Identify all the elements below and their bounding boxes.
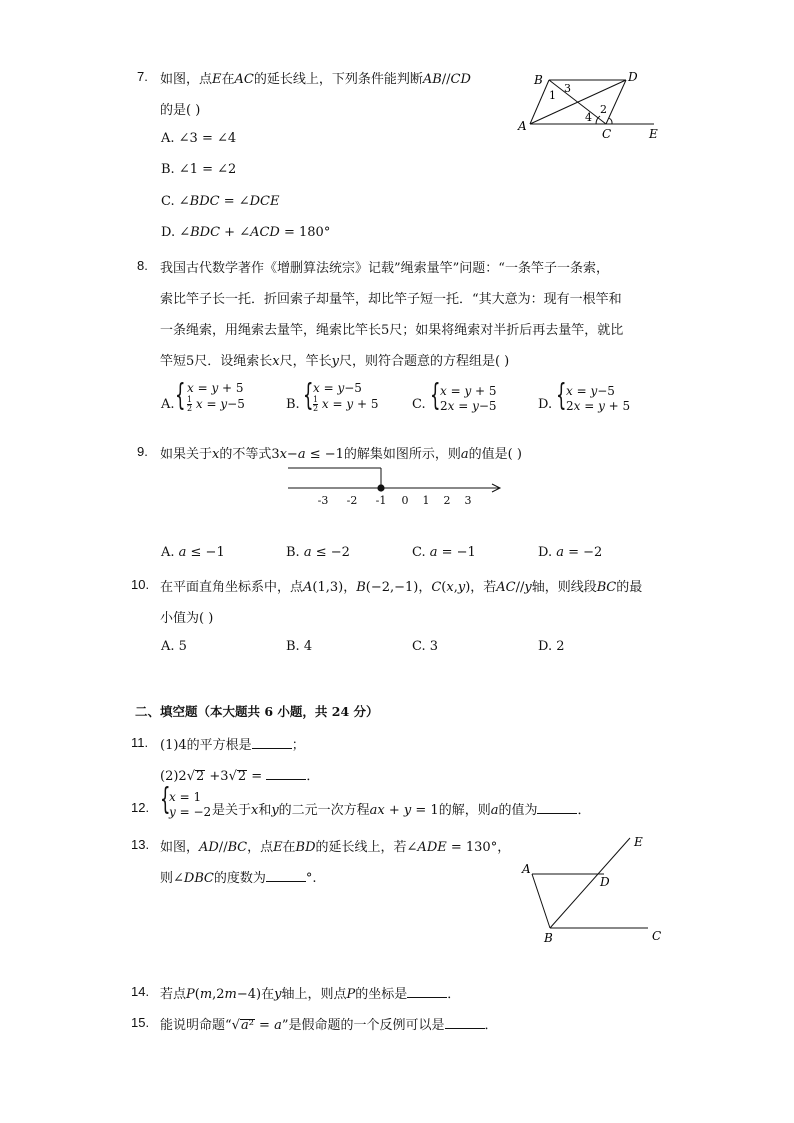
tick-label: -2 [346, 494, 358, 507]
question-number: 12. [131, 800, 150, 815]
question-text: 一条绳索，用绳索去量竿，绳索比竿长5尺；如果将绳索对半折后再去量竿，就比 [160, 323, 624, 338]
question-number: 11. [131, 735, 149, 750]
question-text: 的是( ) [160, 103, 201, 118]
equation-system: 𝑥 = 𝑦 + 5 2𝑥 = 𝑦−5 [440, 384, 497, 413]
answer-blank[interactable] [445, 1016, 485, 1029]
question-text: (2)2√2 +3√2 = ． [160, 769, 320, 784]
brace: { [556, 378, 567, 413]
question-text: 竿短5尺．设绳索长𝑥尺，竿长𝑦尺，则符合题意的方程组是( ) [160, 354, 510, 369]
question-text: 在平面直角坐标系中，点𝐴(1,3)，𝐵(−2,−1)，𝐶(𝑥,𝑦)，若𝐴𝐶//𝑦轴，则线段𝐵𝐶的最 [160, 580, 643, 595]
tick-label: 1 [422, 494, 430, 507]
brace: { [430, 378, 441, 413]
question-text: 如果关于𝑥的不等式3𝑥−𝑎 ≤ −1的解集如图所示，则𝑎的值是( ) [160, 447, 522, 462]
question-text: 索比竿子长一托．折回索子却量竿，却比竿子短一托．“其大意为：现有一根竿和 [160, 292, 622, 307]
option-a: A. ∠3 = ∠4 [161, 131, 237, 146]
answer-blank[interactable] [266, 869, 306, 882]
question-text: 能说明命题“√𝑎² = 𝑎”是假命题的一个反例可以是 ． [160, 1018, 498, 1033]
label-3: 3 [564, 82, 571, 95]
segment-dc [606, 80, 626, 124]
label-c: C [652, 929, 662, 943]
brace: { [160, 782, 171, 817]
option-c: C. ∠𝐵𝐷𝐶 = ∠𝐷𝐶𝐸 [161, 194, 280, 209]
option-b: B. 𝑎 ≤ −2 [286, 545, 350, 560]
tick-label: 3 [464, 494, 472, 507]
option-b: B. ∠1 = ∠2 [161, 162, 237, 177]
question-number: 13. [131, 837, 150, 852]
question-text: 若点𝑃(𝑚,2𝑚−4)在𝑦轴上，则点𝑃的坐标是 ． [160, 987, 461, 1002]
question-text: 如图，点𝐸在𝐴𝐶的延长线上，下列条件能判断𝐴𝐵//𝐶𝐷 [160, 72, 471, 87]
question-text: (1)4的平方根是 ； [160, 738, 305, 753]
segment-ab [532, 874, 550, 928]
option-a: A. 𝑎 ≤ −1 [161, 545, 225, 560]
tick-label: -1 [375, 494, 387, 507]
question-text: 则∠𝐷𝐵𝐶的度数为 °. [160, 871, 317, 886]
label-4: 4 [585, 111, 592, 124]
answer-blank[interactable] [537, 801, 577, 814]
label-d: D [628, 70, 638, 84]
question-text: 小值为( ) [160, 611, 214, 626]
equation-system: 𝑥 = 𝑦−5 $\frac{1}{2}$ 𝑥 = 𝑦 + 5 [313, 381, 379, 413]
question-number: 8. [137, 258, 148, 273]
equation-system: 𝑥 = 1 𝑦 = −2 [169, 790, 212, 819]
sqrt-symbol: √ [186, 769, 195, 784]
option-c: C. 𝑎 = −1 [412, 545, 476, 560]
label-1: 1 [549, 89, 556, 102]
question-number: 14. [131, 984, 150, 999]
fraction: $\frac{1}{2}$ [187, 395, 193, 413]
label-b: B [534, 73, 543, 87]
question-text: 是关于𝑥和𝑦的二元一次方程𝑎𝑥 + 𝑦 = 1的解，则𝑎的值为 ． [212, 803, 591, 818]
option-d: D. 𝑎 = −2 [538, 545, 603, 560]
question-text: 我国古代数学著作《增删算法统宗》记载”绳索量竿”问题：“一条竿子一条索， [160, 261, 609, 276]
tick-label: 0 [401, 494, 409, 507]
sqrt-symbol: √ [231, 1018, 240, 1033]
brace: { [303, 378, 314, 413]
question-number: 9. [137, 444, 148, 459]
sqrt-symbol: √ [228, 769, 237, 784]
section-heading: 二、填空题（本大题共 6 小题，共 24 分） [135, 704, 379, 719]
question-number: 15. [131, 1015, 150, 1030]
label-e: E [649, 127, 658, 140]
answer-blank[interactable] [252, 736, 292, 749]
option-c: C. 3 [412, 639, 439, 654]
label-d: D [600, 875, 610, 889]
option-a: A. 5 [161, 639, 187, 654]
number-line [280, 462, 510, 510]
option-d: D. 2 [538, 639, 565, 654]
label-e: E [634, 835, 643, 849]
label-2: 2 [600, 103, 607, 116]
label-a: A [518, 119, 527, 133]
answer-blank[interactable] [266, 767, 306, 780]
label-a: A [522, 862, 531, 876]
solid-endpoint-dot [377, 484, 384, 491]
equation-system: 𝑥 = 𝑦 + 5 $\frac{1}{2}$ 𝑥 = 𝑦−5 [187, 381, 245, 413]
answer-blank[interactable] [407, 985, 447, 998]
tick-label: -3 [317, 494, 329, 507]
question-number: 7. [137, 69, 148, 84]
fraction: $\frac{1}{2}$ [313, 395, 319, 413]
option-b: B. 4 [286, 639, 313, 654]
question-text: 如图，𝐴𝐷//𝐵𝐶，点𝐸在𝐵𝐷的延长线上，若∠𝐴𝐷𝐸 = 130°， [160, 840, 511, 855]
geometry-figure [516, 830, 666, 948]
parallelogram-figure [512, 66, 672, 140]
tick-label: 2 [443, 494, 451, 507]
question-number: 10. [131, 577, 150, 592]
label-c: C [602, 127, 612, 140]
line-be [550, 838, 630, 928]
label-b: B [544, 931, 553, 945]
angle-arc [609, 118, 612, 124]
diagonal-bc [549, 80, 606, 124]
brace: { [175, 378, 186, 413]
equation-system: 𝑥 = 𝑦−5 2𝑥 = 𝑦 + 5 [566, 384, 631, 413]
option-d: D. ∠𝐵𝐷𝐶 + ∠𝐴𝐶𝐷 = 180° [161, 225, 331, 240]
